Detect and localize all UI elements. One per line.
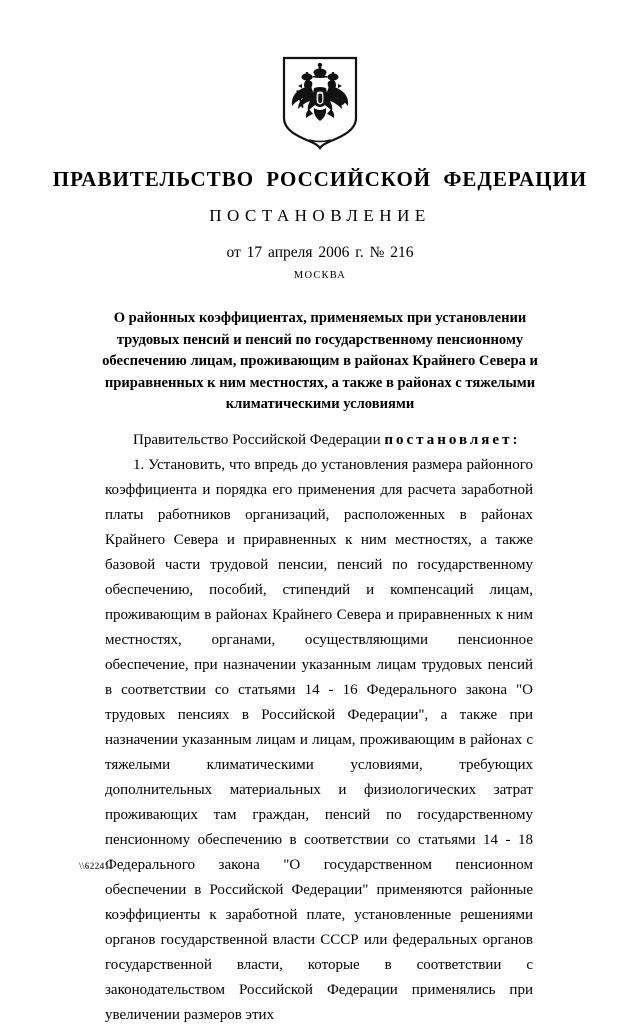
- preamble-text: Правительство Российской Федерации: [133, 432, 385, 448]
- subject-line: О районных коэффициентах, применяемых при установлении: [113, 310, 527, 326]
- document-type-heading: ПОСТАНОВЛЕНИЕ: [209, 206, 431, 225]
- russian-coat-of-arms-icon: [281, 56, 359, 150]
- page-title-organization: ПРАВИТЕЛЬСТВО РОССИЙСКОЙ ФЕДЕРАЦИИ: [52, 167, 588, 191]
- preamble-paragraph: [105, 428, 533, 453]
- subject-line: обеспечению лицам, проживающим в районах Крайнего Севера и: [102, 353, 538, 369]
- subject-line: климатическими условиями: [225, 396, 415, 412]
- document-subject-title: [96, 308, 544, 416]
- coat-of-arms-emblem: [0, 56, 640, 150]
- document-body: [105, 428, 533, 1028]
- document-date-number: от 17 апреля 2006 г. № 216: [226, 244, 414, 261]
- clause-1-paragraph: 1. Установить, что впредь до установления размера районного коэффициента и порядка его применения для расчета заработной платы работников организаций, расположенных в районах Крайнего Севера и приравненных к ним местностях, а также базовой части трудовой пенсии, пенсий по государственному обеспечению, пособий, стипендий и компенсаций лицам, проживающим в районах Крайнего Севера и приравненных к ним местностях, органами, осуществляющими пенсионное обеспечение, при назначении указанным лицам трудовых пенсий в соответствии со статьями 14 - 16 Федерального закона "О трудовых пенсиях в Российской Федерации", а также при назначении указанным лицам и лицам, проживающим в районах с тяжелыми климатическими условиями, требующих дополнительных материальных и физиологических затрат проживающих там граждан, пенсий по государственному пенсионному обеспечению в соответствии со статьями 14 - 18 Федерального закона "О государственном пенсионном обеспечении в Российской Федерации" применяются районные коэффициенты к заработной плате, установленные решениями органов государственной власти СССР или федеральных органов государственной власти, которые в соответствии с законодательством Российской Федерации применялись при увеличении размеров этих: [105, 457, 533, 1023]
- decree-keyword: постановляет:: [384, 432, 521, 448]
- footer-scan-code: \\622411: [79, 862, 114, 872]
- subject-line: приравненных к ним местностях, а также в районах с тяжелыми: [104, 374, 536, 391]
- subject-line: трудовых пенсий и пенсий по государственному пенсионному: [116, 331, 524, 348]
- document-city: МОСКВА: [293, 270, 347, 281]
